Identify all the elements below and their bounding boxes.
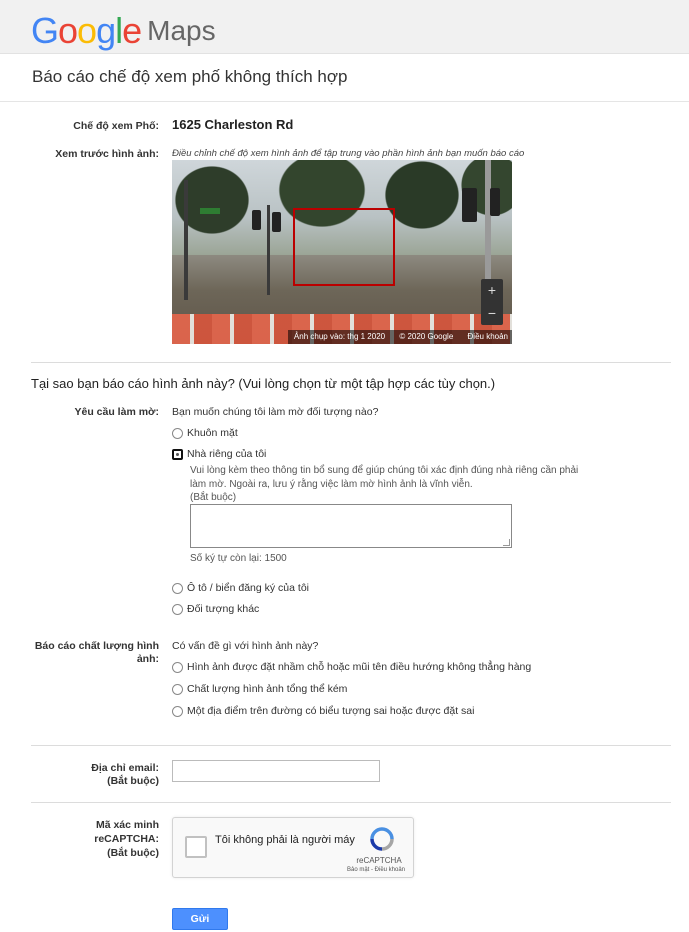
- copyright: © 2020 Google: [399, 332, 454, 341]
- quality-option-misplaced[interactable]: [172, 661, 531, 673]
- section-divider: [31, 745, 671, 746]
- preview-pole: [184, 180, 188, 300]
- home-required-label: (Bắt buộc): [190, 492, 237, 503]
- chars-remaining: Số ký tự còn lại: 1500: [190, 553, 287, 564]
- zoom-in-button[interactable]: +: [487, 282, 497, 298]
- submit-button[interactable]: Gửi: [172, 908, 228, 930]
- captcha-required: (Bắt buộc): [107, 847, 159, 859]
- radio-button[interactable]: [172, 684, 183, 695]
- blur-option-other[interactable]: [172, 603, 259, 615]
- option-label: Ô tô / biển đăng ký của tôi: [187, 582, 309, 594]
- top-bar: [0, 0, 689, 54]
- radio-button[interactable]: [172, 604, 183, 615]
- google-maps-logo[interactable]: [31, 10, 216, 52]
- radio-button[interactable]: [172, 428, 183, 439]
- option-label: Một địa điểm trên đường có biểu tượng sai hoặc được đặt sai: [187, 705, 475, 717]
- traffic-signal: [462, 188, 477, 222]
- captcha-label-line2: reCAPTCHA:: [94, 833, 159, 845]
- radio-button-selected[interactable]: [172, 449, 183, 460]
- email-required: (Bắt buộc): [107, 775, 159, 787]
- email-label: Địa chỉ email:: [91, 762, 159, 774]
- product-name: Maps: [147, 15, 216, 46]
- recaptcha-links[interactable]: Bảo mật - Điều khoản: [346, 867, 406, 873]
- blur-request-label: Yêu cầu làm mờ:: [74, 406, 159, 418]
- option-label: Nhà riêng của tôi: [187, 448, 267, 460]
- home-note-line1: Vui lòng kèm theo thông tin bổ sung để giúp chúng tôi xác định đúng nhà riêng cần phải: [190, 465, 579, 476]
- quality-option-wrong-place[interactable]: [172, 705, 474, 717]
- email-field[interactable]: [172, 760, 380, 782]
- option-label: Chất lượng hình ảnh tổng thể kém: [187, 683, 348, 695]
- streetview-label: Chế độ xem Phố:: [73, 120, 159, 132]
- recaptcha-text: Tôi không phải là người máy: [215, 834, 355, 846]
- reason-question: Tại sao bạn báo cáo hình ảnh này? (Vui lòng chọn từ một tập hợp các tùy chọn.): [31, 376, 496, 391]
- recaptcha-widget: [172, 817, 414, 878]
- zoom-out-button[interactable]: −: [487, 305, 497, 321]
- option-label: Hình ảnh được đặt nhầm chỗ hoặc mũi tên điều hướng không thẳng hàng: [187, 661, 532, 673]
- title-divider: [0, 101, 689, 102]
- street-sign: [200, 208, 220, 214]
- option-label: Đối tượng khác: [187, 603, 260, 615]
- recaptcha-icon: [369, 826, 395, 852]
- preview-pole: [267, 205, 270, 295]
- terms-link[interactable]: Điều khoản: [467, 332, 508, 341]
- blur-option-home[interactable]: [172, 448, 266, 460]
- preview-label: Xem trước hình ảnh:: [55, 148, 159, 160]
- section-divider: [31, 802, 671, 803]
- traffic-signal: [272, 212, 281, 232]
- option-label: Khuôn mặt: [187, 427, 238, 439]
- blur-prompt: Bạn muốn chúng tôi làm mờ đối tượng nào?: [172, 406, 379, 418]
- report-selection-box[interactable]: [293, 208, 395, 286]
- blur-option-face[interactable]: [172, 427, 238, 439]
- preview-hint: Điều chỉnh chế độ xem hình ảnh để tập trung vào phần hình ảnh bạn muốn báo cáo: [172, 148, 525, 159]
- radio-button[interactable]: [172, 706, 183, 717]
- traffic-signal: [490, 188, 500, 216]
- captcha-label-line1: Mã xác minh: [95, 819, 159, 831]
- quality-label-line2: ảnh:: [136, 653, 159, 665]
- streetview-address: 1625 Charleston Rd: [172, 117, 294, 132]
- capture-date: Ảnh chụp vào: thg 1 2020: [293, 332, 386, 341]
- recaptcha-brand: reCAPTCHA: [356, 856, 402, 865]
- zoom-control[interactable]: [481, 279, 503, 325]
- home-details-textarea[interactable]: [190, 504, 512, 548]
- blur-option-car[interactable]: [172, 582, 309, 594]
- image-attribution: [288, 330, 512, 344]
- traffic-signal: [252, 210, 261, 230]
- quality-label-line1: Báo cáo chất lượng hình: [34, 640, 159, 652]
- page-title: Báo cáo chế độ xem phố không thích hợp: [32, 67, 348, 86]
- section-divider: [31, 362, 671, 363]
- radio-button[interactable]: [172, 583, 183, 594]
- radio-button[interactable]: [172, 662, 183, 673]
- home-note-line2: làm mờ. Ngoài ra, lưu ý rằng việc làm mờ hình ảnh là vĩnh viễn.: [190, 479, 473, 490]
- quality-prompt: Có vấn đề gì với hình ảnh này?: [172, 640, 319, 652]
- recaptcha-checkbox[interactable]: [185, 836, 207, 858]
- streetview-preview-image[interactable]: [172, 160, 512, 344]
- quality-option-poor[interactable]: [172, 683, 347, 695]
- preview-pole: [485, 160, 491, 285]
- google-logo: Google: [31, 10, 142, 51]
